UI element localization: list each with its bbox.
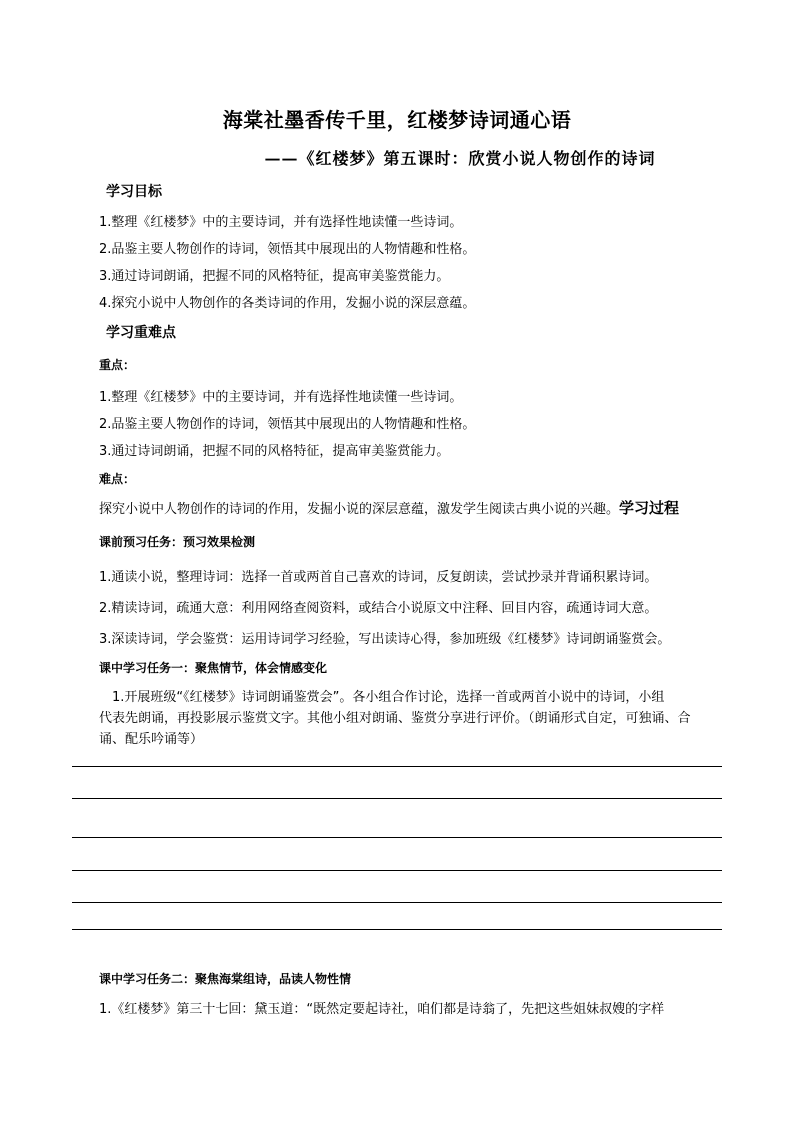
focus-label: 重点：: [99, 358, 136, 372]
preview-task-item: 2.精读诗词，疏通大意：利用网络查阅资料，或结合小说原文中注释、回目内容，疏通诗词大意。: [99, 601, 658, 616]
preview-task-item: 1.通读小说，整理诗词：选择一首或两首自己喜欢的诗词，反复朗读，尝试抄录并背诵积累诗词。: [99, 570, 658, 585]
answer-line: [72, 870, 722, 871]
difficulty-label: 难点：: [99, 472, 136, 486]
objective-item: 4.探究小说中人物创作的各类诗词的作用，发掘小说的深层意蕴。: [99, 296, 476, 311]
objectives-heading: 学习目标: [106, 184, 162, 200]
objective-item: 2.品鉴主要人物创作的诗词，领悟其中展现出的人物情趣和性格。: [99, 242, 476, 257]
difficulty-text: [99, 497, 679, 518]
focus-item: 1.整理《红楼梦》中的主要诗词，并有选择性地读懂一些诗词。: [99, 390, 463, 405]
answer-line: [72, 929, 722, 930]
task-one-heading: 课中学习任务一：聚焦情节，体会情感变化: [99, 661, 328, 675]
answer-line: [72, 766, 722, 767]
objective-item: 3.通过诗词朗诵，把握不同的风格特征，提高审美鉴赏能力。: [99, 269, 450, 284]
preview-task-heading: 课前预习任务：预习效果检测: [99, 535, 256, 549]
focus-item: 3.通过诗词朗诵，把握不同的风格特征，提高审美鉴赏能力。: [99, 444, 450, 459]
preview-task-item: 3.深读诗词，学会鉴赏：运用诗词学习经验，写出读诗心得，参加班级《红楼梦》诗词朗诵鉴赏会。: [99, 632, 671, 647]
task-two-heading: 课中学习任务二：聚焦海棠组诗，品读人物性情: [99, 972, 352, 986]
page-subtitle: ——《红楼梦》第五课时：欣赏小说人物创作的诗词: [264, 149, 656, 168]
task-one-line: 诵、配乐吟诵等）: [99, 732, 204, 747]
task-one-line: 代表先朗诵，再投影展示鉴赏文字。其他小组对朗诵、鉴赏分享进行评价。（朗诵形式自定，可独诵、合: [99, 711, 691, 726]
focus-item: 2.品鉴主要人物创作的诗词，领悟其中展现出的人物情趣和性格。: [99, 417, 476, 432]
answer-line: [72, 902, 722, 903]
page-title: 海棠社墨香传千里，红楼梦诗词通心语: [222, 108, 572, 132]
objective-item: 1.整理《红楼梦》中的主要诗词，并有选择性地读懂一些诗词。: [99, 215, 463, 230]
learning-process-heading: 学习过程: [619, 499, 680, 517]
answer-line: [72, 798, 722, 799]
difficulty-text-body: 探究小说中人物创作的诗词的作用，发掘小说的深层意蕴，激发学生阅读古典小说的兴趣。: [99, 502, 620, 517]
key-points-heading: 学习重难点: [106, 325, 176, 341]
answer-line: [72, 837, 722, 838]
task-one-line: 1.开展班级“《红楼梦》诗词朗诵鉴赏会”。各小组合作讨论，选择一首或两首小说中的诗词，小组: [112, 690, 665, 705]
task-two-line: 1.《红楼梦》第三十七回：黛玉道：“既然定要起诗社，咱们都是诗翁了，先把这些姐妹叔嫂的字样: [99, 1002, 665, 1017]
